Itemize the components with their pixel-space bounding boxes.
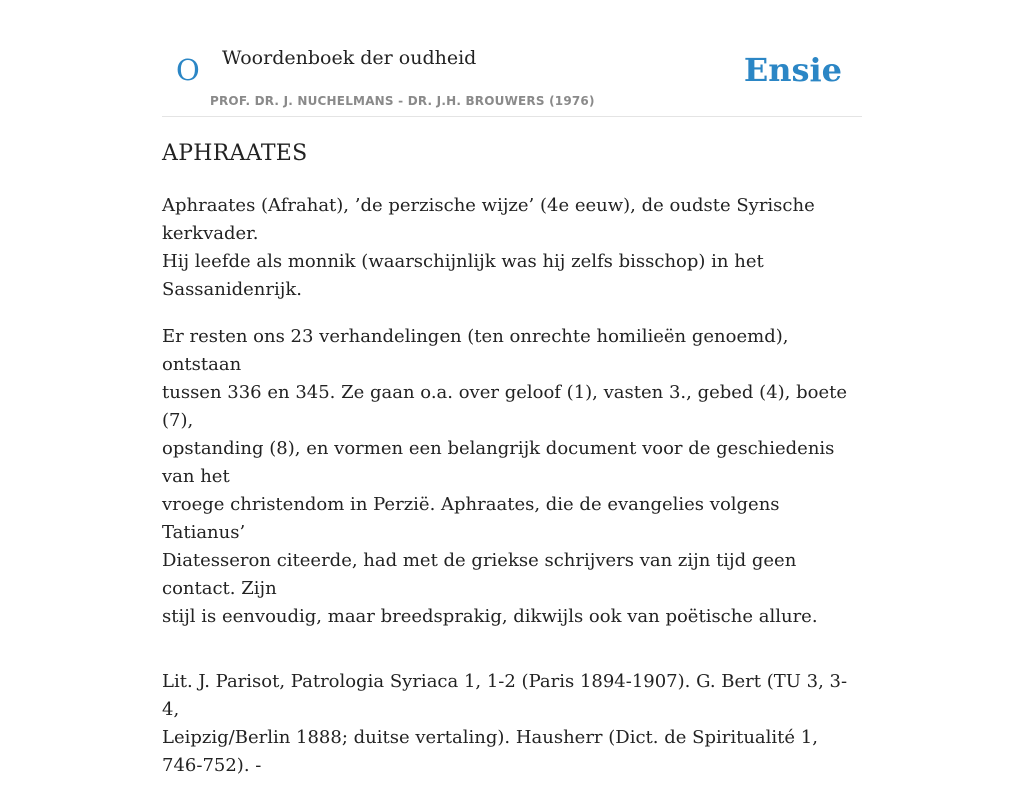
- source-authors: PROF. DR. J. NUCHELMANS - DR. J.H. BROUWERS (1976): [210, 94, 595, 108]
- literature-references: Lit. J. Parisot, Patrologia Syriaca 1, 1-2 (Paris 1894-1907). G. Bert (TU 3, 3-4, Leipzig/Berlin 1888; duitse vertaling). Hausherr (Dict. de Spiritualité 1, 746-752). -: [162, 671, 848, 776]
- source-header: [162, 0, 862, 117]
- ensie-logo-link[interactable]: Ensie: [743, 51, 842, 89]
- article-paragraph: Er resten ons 23 verhandelingen (ten onrechte homilieën genoemd), ontstaan tussen 336 en 345. Ze gaan o.a. over geloof (1), vasten 3., gebed (4), boete (7), opstanding (8), en vormen een belangrijk document voor de geschiedenis van het vroege christendom in Perzië. Aphraates, die de evangelies volgens Tatianus’ Diatesseron citeerde, had met de griekse schrijvers van zijn tijd geen contact. Zijn stijl is eenvoudig, maar breedsprakig, dikwijls ook van poëtische allure.: [162, 326, 848, 627]
- source-title[interactable]: Woordenboek der oudheid: [222, 47, 477, 69]
- article: [162, 138, 862, 799]
- article-headword: APHRAATES: [162, 141, 308, 166]
- index-letter[interactable]: O: [176, 53, 200, 87]
- article-paragraph: Aphraates (Afrahat), ’de perzische wijze’ (4e eeuw), de oudste Syrische kerkvader. Hij leefde als monnik (waarschijnlijk was hij zelfs bisschop) in het Sassanidenrijk.: [162, 195, 815, 300]
